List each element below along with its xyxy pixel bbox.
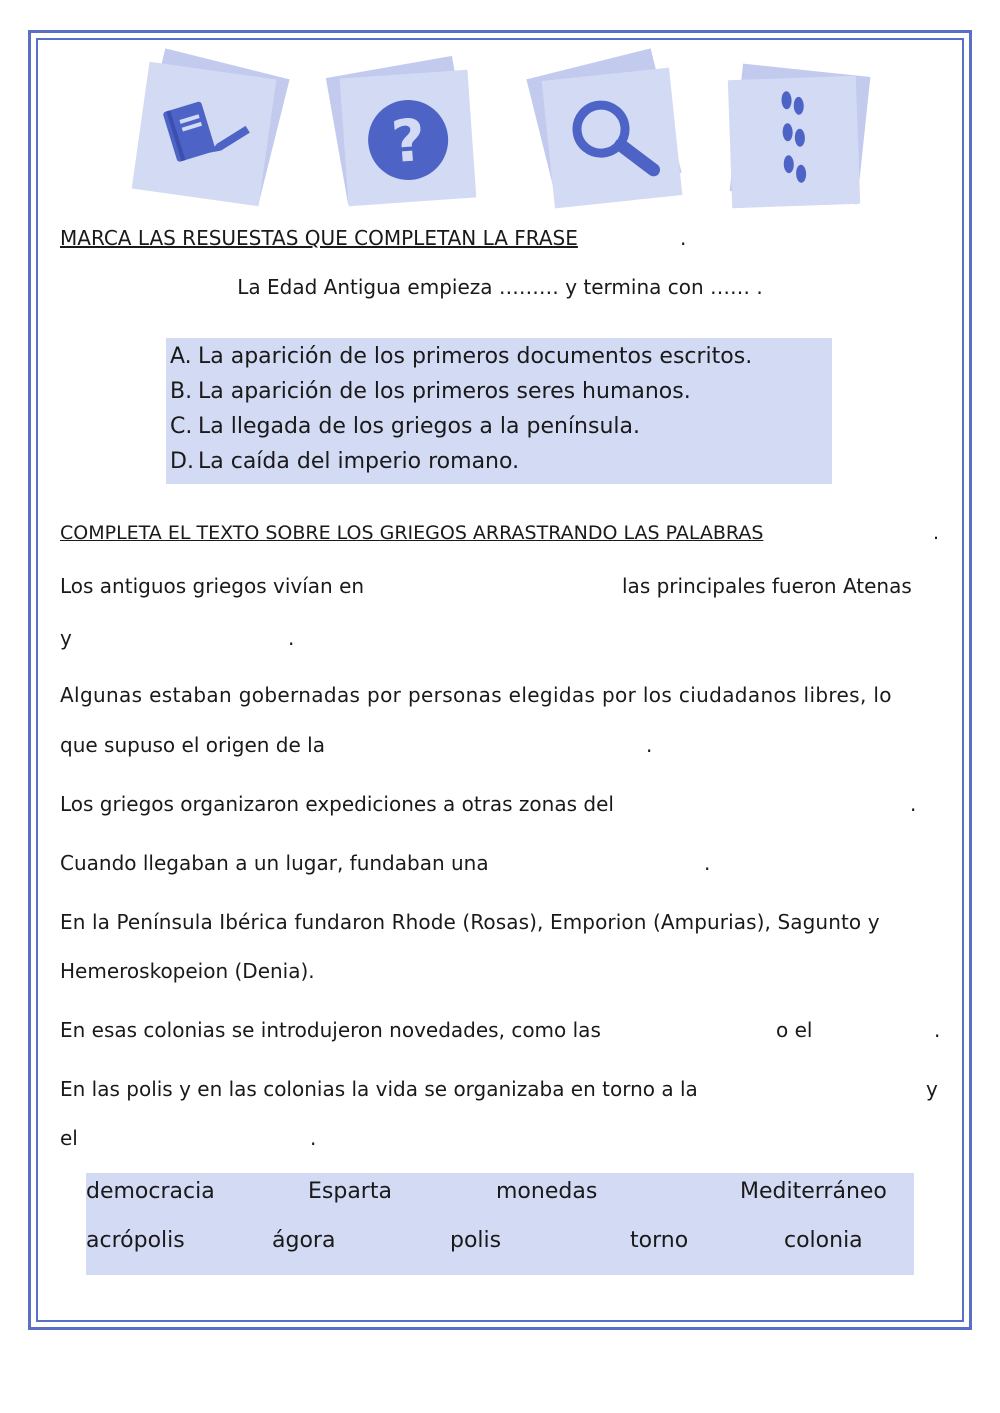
option-letter: B. <box>170 379 193 404</box>
word-chip[interactable]: Mediterráneo <box>740 1179 887 1204</box>
question-mark-icon <box>340 70 477 207</box>
word-chip[interactable]: acrópolis <box>86 1228 185 1253</box>
word-chip[interactable]: ágora <box>272 1228 336 1253</box>
drop-slot-9[interactable] <box>86 1126 302 1152</box>
word-chip[interactable]: monedas <box>496 1179 598 1204</box>
drop-slot-8[interactable] <box>744 1077 914 1103</box>
word-chip[interactable]: polis <box>450 1228 502 1253</box>
text-p4b: . <box>704 851 711 875</box>
option-letter: D. <box>170 449 194 474</box>
text-p4a: Cuando llegaban a un lugar, fundaban una <box>60 851 489 875</box>
text-p1c: y <box>60 626 72 650</box>
magnifier-icon <box>542 68 683 209</box>
section2-heading-period: . <box>933 522 940 544</box>
section2-heading: COMPLETA EL TEXTO SOBRE LOS GRIEGOS ARRASTRANDO LAS PALABRAS <box>60 522 764 544</box>
drop-slot-4[interactable] <box>662 792 902 818</box>
notebook-tile <box>132 62 277 207</box>
text-p6b: o el <box>776 1018 813 1042</box>
word-chip[interactable]: democracia <box>86 1179 215 1204</box>
drop-slot-5[interactable] <box>506 851 696 877</box>
word-chip[interactable]: colonia <box>784 1228 863 1253</box>
answer-options <box>166 338 832 484</box>
text-p2c: . <box>646 733 653 757</box>
text-p7d: . <box>310 1126 317 1150</box>
text-p1b: las principales fueron Atenas <box>622 574 912 598</box>
option-letter: C. <box>170 414 193 439</box>
text-p6a: En esas colonias se introdujeron novedades, como las <box>60 1018 601 1042</box>
option-text: La llegada de los griegos a la península. <box>198 414 640 439</box>
text-p7a: En las polis y en las colonias la vida se organizaba en torno a la <box>60 1077 698 1101</box>
drop-slot-1[interactable] <box>384 574 610 600</box>
text-p2b: que supuso el origen de la <box>60 733 325 757</box>
notebook-pencil-icon <box>132 62 277 207</box>
text-p5a: En la Península Ibérica fundaron Rhode (Rosas), Emporion (Ampurias), Sagunto y <box>60 910 880 934</box>
footprints-tile <box>728 76 860 208</box>
option-text: La caída del imperio romano. <box>198 449 520 474</box>
text-p2a: Algunas estaban gobernadas por personas elegidas por los ciudadanos libres, lo <box>60 683 892 707</box>
text-p5b: Hemeroskopeion (Denia). <box>60 959 315 983</box>
option-letter: A. <box>170 344 192 369</box>
word-chip[interactable]: torno <box>630 1228 689 1253</box>
text-p1d: . <box>288 626 295 650</box>
magnifier-tile <box>542 68 683 209</box>
text-p3b: . <box>910 792 917 816</box>
option-c[interactable] <box>170 414 640 439</box>
text-p7c: el <box>60 1126 78 1150</box>
word-bank <box>86 1173 914 1275</box>
option-text: La aparición de los primeros seres humanos. <box>198 379 691 404</box>
word-chip[interactable]: Esparta <box>308 1179 392 1204</box>
drop-slot-7[interactable] <box>820 1018 926 1044</box>
text-p3a: Los griegos organizaron expediciones a otras zonas del <box>60 792 614 816</box>
drop-slot-6[interactable] <box>640 1018 764 1044</box>
drop-slot-2[interactable] <box>80 626 280 652</box>
section1-heading-period: . <box>680 226 687 250</box>
drop-slot-3[interactable] <box>342 733 638 759</box>
section1-sentence: La Edad Antigua empieza ……… y termina con …… . <box>237 275 763 299</box>
footprints-icon <box>728 76 860 208</box>
text-p1a: Los antiguos griegos vivían en <box>60 574 365 598</box>
svg-text:?: ? <box>389 105 428 177</box>
option-b[interactable] <box>170 379 691 404</box>
option-d[interactable] <box>170 449 519 474</box>
text-p6c: . <box>934 1018 941 1042</box>
text-p7b: y <box>926 1077 938 1101</box>
option-text: La aparición de los primeros documentos escritos. <box>198 344 753 369</box>
question-tile <box>340 70 477 207</box>
option-a[interactable] <box>170 344 752 369</box>
section1-heading: MARCA LAS RESUESTAS QUE COMPLETAN LA FRASE <box>60 226 578 250</box>
